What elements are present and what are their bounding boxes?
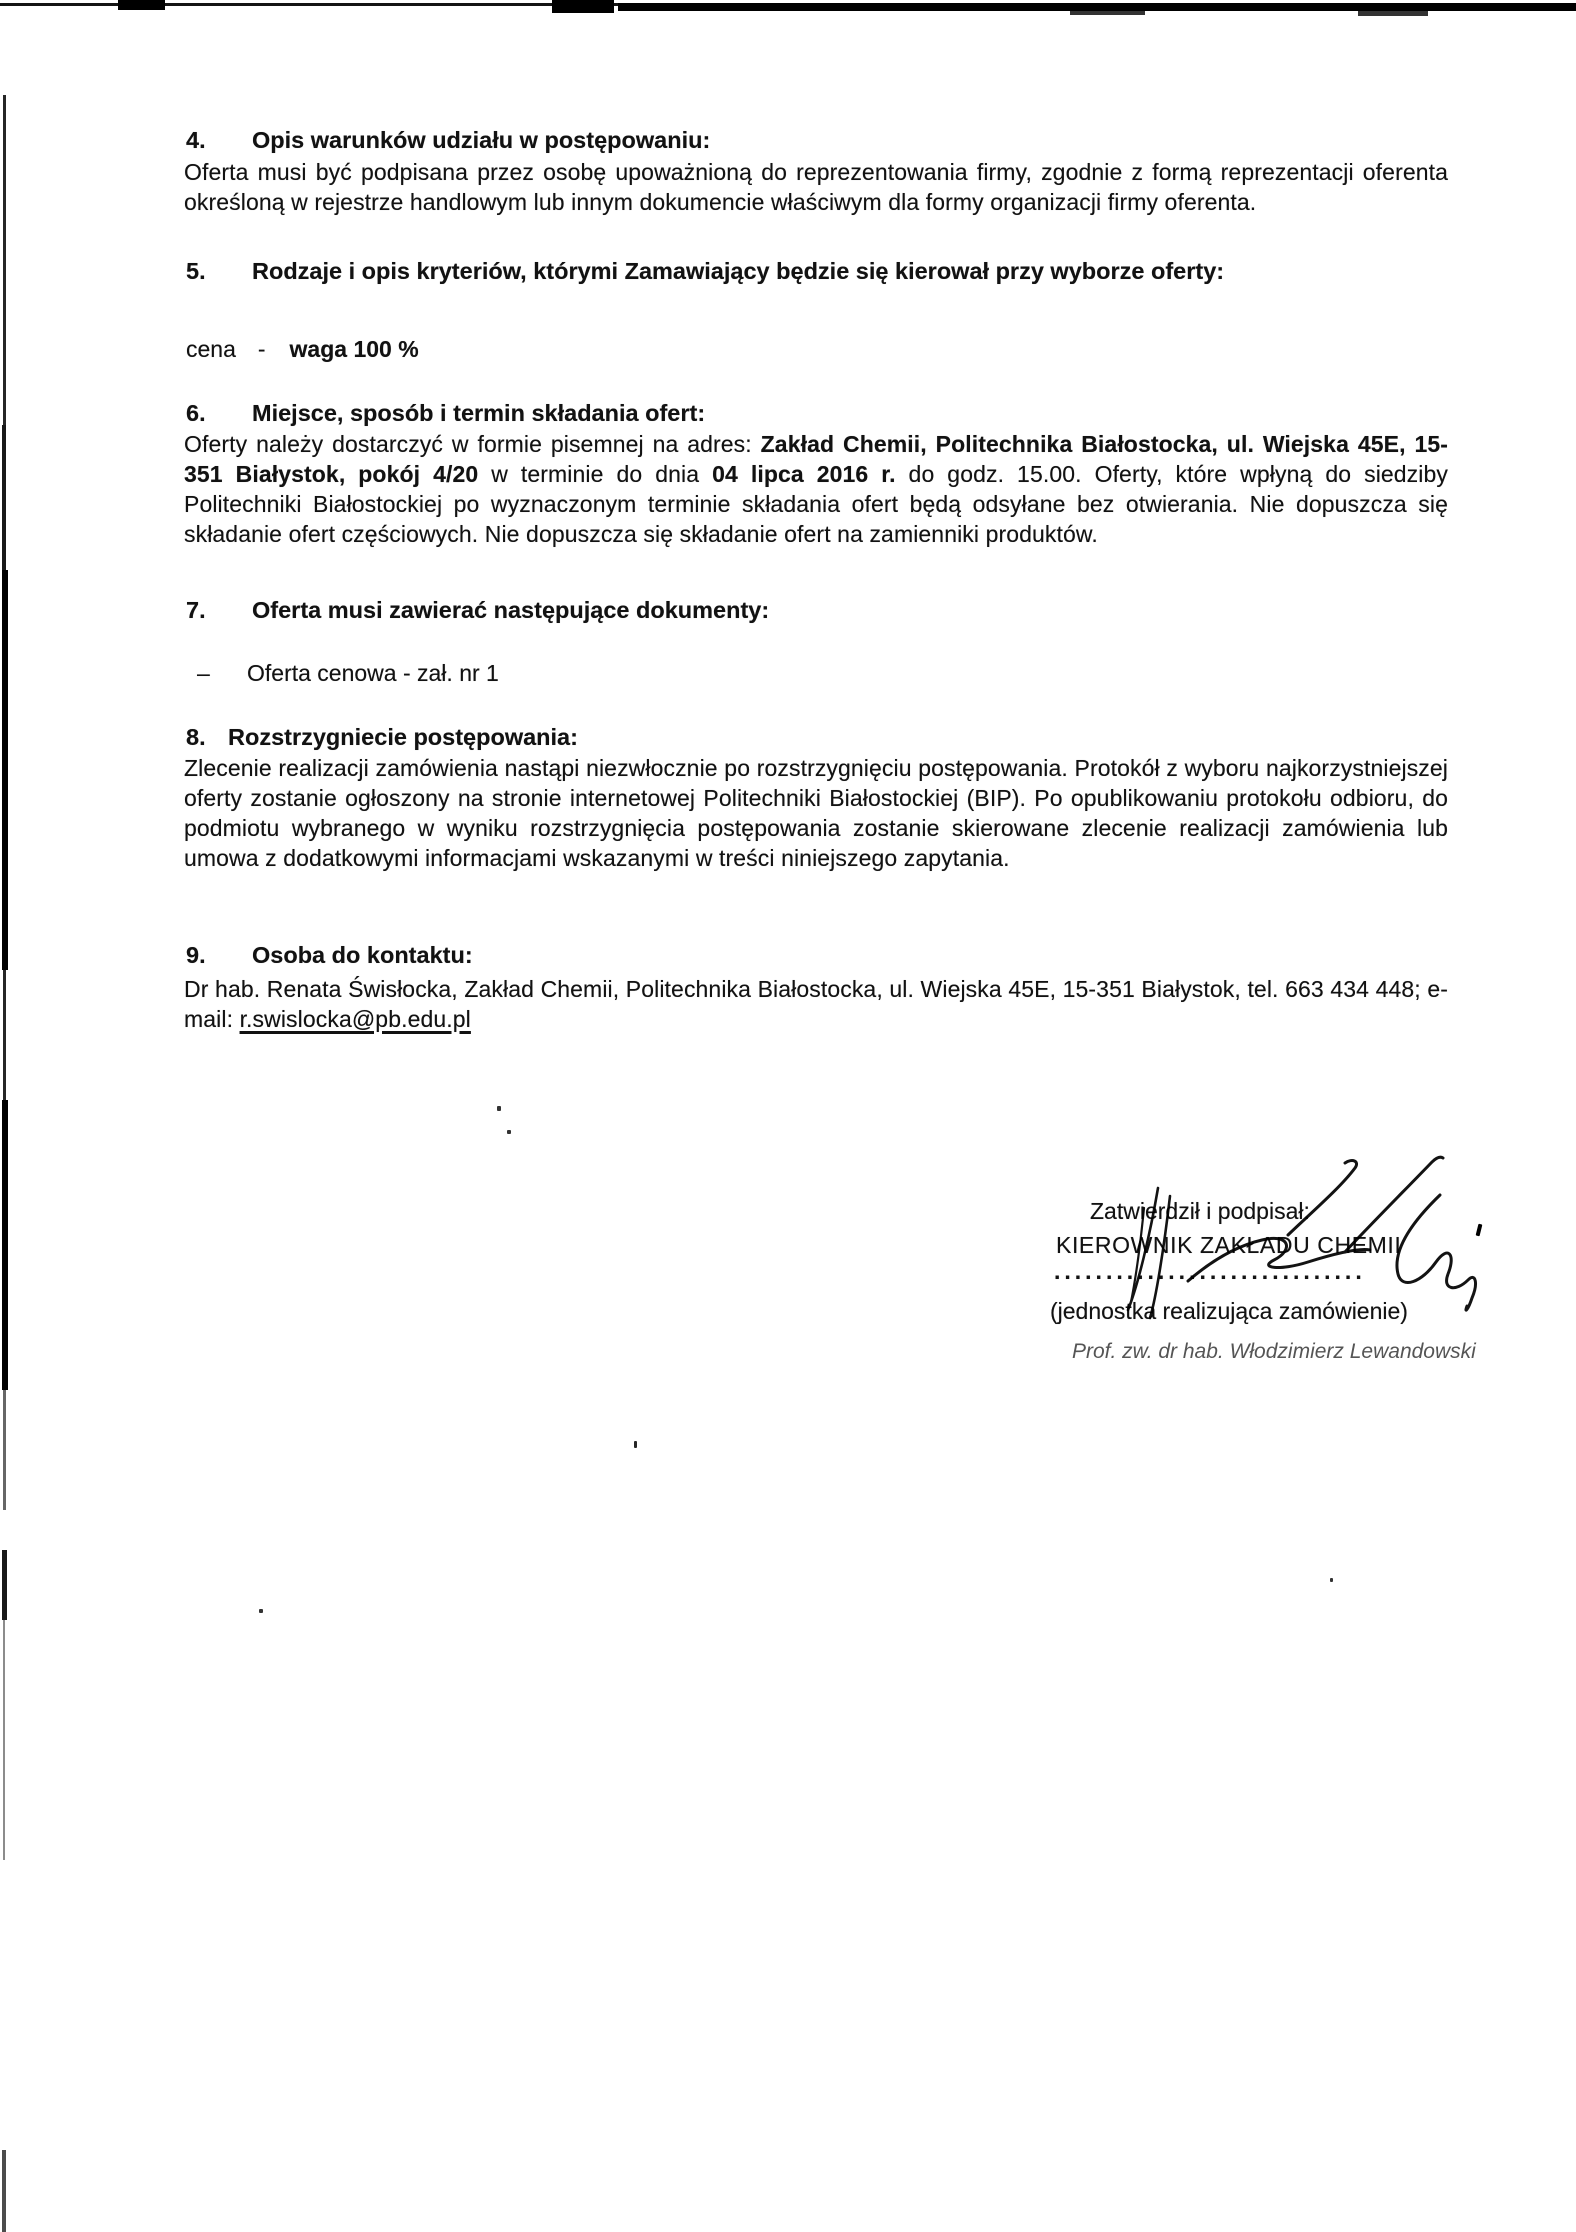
criteria-dash: - <box>257 336 266 362</box>
scan-artifact-left-strip-5 <box>2 1100 8 1390</box>
signature-stroke-slash-1 <box>1288 1161 1357 1235</box>
scan-artifact-top-line <box>0 3 625 6</box>
section-5-number: 5. <box>186 258 206 284</box>
scan-artifact-left-strip-8 <box>3 1620 5 1860</box>
signature-unit-caption: (jednostka realizująca zamówienie) <box>1050 1298 1408 1324</box>
scan-artifact-left-strip-3 <box>2 570 8 970</box>
scan-speck-3 <box>634 1441 637 1448</box>
section-9-title: Osoba do kontaktu: <box>252 942 473 968</box>
section-7-heading <box>186 596 769 624</box>
scan-speck-1 <box>497 1106 501 1111</box>
scan-artifact-left-strip-2 <box>2 425 6 570</box>
section-6-title: Miejsce, sposób i termin składania ofert: <box>252 400 706 426</box>
section-6-number: 6. <box>186 400 206 426</box>
contact-text: Dr hab. Renata Świsłocka, Zakład Chemii, Politechnika Białostocka, ul. Wiejska 45E, 15-351 Białystok, tel. 663 434 448; e-mail: <box>184 976 1448 1032</box>
scan-artifact-left-strip-4 <box>3 970 6 1100</box>
scan-artifact-left-strip-9 <box>2 2150 6 2232</box>
signature-stroke-loop-left <box>1188 1238 1370 1281</box>
scan-artifact-top-band <box>618 3 1576 11</box>
section-9-heading <box>186 941 473 969</box>
signature-approved-line: Zatwierdził i podpisał: <box>1090 1198 1310 1224</box>
section-9-number: 9. <box>186 942 206 968</box>
section-7-title: Oferta musi zawierać następujące dokumenty: <box>252 597 770 623</box>
section-8-title: Rozstrzygniecie postępowania: <box>228 724 578 750</box>
section-6-seg1: Oferty należy dostarczyć w formie pisemnej na adres: <box>184 431 761 457</box>
scan-artifact-top-tick-1 <box>1070 11 1145 15</box>
section-7-number: 7. <box>186 597 206 623</box>
signature-stroke-vertical-3 <box>1131 1208 1144 1302</box>
scan-artifact-left-strip-1 <box>3 95 6 425</box>
signature-stroke-flourish-right <box>1397 1195 1476 1310</box>
section-4-title: Opis warunków udziału w postępowaniu: <box>252 127 711 153</box>
signature-scribble <box>1040 1150 1500 1330</box>
section-4-body: Oferta musi być podpisana przez osobę upoważnioną do reprezentowania firmy, zgodnie z formą reprezentacji oferenta określoną w rejestrze handlowym lub innym dokumencie właściwym dla formy organizacji firmy oferenta. <box>184 159 1448 215</box>
signature-professor-name: Prof. zw. dr hab. Włodzimierz Lewandowski <box>1072 1340 1476 1363</box>
section-8-number: 8. <box>186 724 206 750</box>
section-9-body <box>184 974 1448 1034</box>
section-8-heading <box>186 723 578 751</box>
section-4-heading <box>186 126 710 154</box>
scan-speck-4 <box>1330 1578 1333 1582</box>
scan-artifact-top-tick-2 <box>1358 11 1428 16</box>
list-item-dash: – <box>197 660 210 686</box>
section-6-seg5: do godz. 15.00. Oferty, które wpłyną do siedziby Politechniki Białostockiej po wyznaczonym terminie składania ofert będą odsyłane bez otwierania. Nie dopuszcza się składanie ofert częściowych. Nie dopuszcza się składanie ofert na zamienniki produktów. <box>184 461 1448 547</box>
criteria-value: waga 100 % <box>289 336 419 362</box>
signature-stroke-slash-2 <box>1345 1157 1443 1252</box>
signature-position-line: KIEROWNIK ZAKŁADU CHEMII <box>1056 1232 1402 1258</box>
section-7-list-item <box>197 660 499 687</box>
scan-speck-2 <box>507 1130 511 1134</box>
section-6-address-bold: Zakład Chemii, Politechnika Białostocka, ul. Wiejska 45E, 15-351 Białystok, pokój 4/20 <box>184 431 1448 487</box>
section-5-title: Rodzaje i opis kryteriów, którymi Zamawiający będzie się kierował przy wyborze oferty: <box>252 258 1225 284</box>
list-item-text: Oferta cenowa - zał. nr 1 <box>247 660 499 686</box>
contact-email: r.swislocka@pb.edu.pl <box>239 1006 471 1032</box>
section-6-heading <box>186 399 705 427</box>
criteria-line <box>186 336 419 363</box>
signature-dotted-line: .............................. <box>1054 1258 1366 1284</box>
scan-artifact-top-blob-2 <box>552 0 614 13</box>
section-6-deadline-bold: 04 lipca 2016 r. <box>712 461 896 487</box>
section-6-seg3: w terminie do dnia <box>478 461 713 487</box>
section-5-heading <box>186 257 1224 285</box>
scan-artifact-left-strip-6 <box>3 1390 6 1510</box>
scan-artifact-top-blob-1 <box>118 0 165 10</box>
section-6-body <box>184 429 1448 549</box>
scan-artifact-left-strip-7 <box>2 1550 7 1620</box>
section-8-body: Zlecenie realizacji zamówienia nastąpi niezwłocznie po rozstrzygnięciu postępowania. Protokół z wyboru najkorzystniejszej oferty zostanie ogłoszony na stronie internetowej Politechniki Białostockiej (BIP). Po opublikowaniu protokołu odbioru, do podmiotu wybranego w wyniku rozstrzygnięcia postępowania zostanie skierowane zlecenie realizacji zamówienia lub umowa z dodatkowymi informacjami wskazanymi w treści niniejszego zapytania. <box>184 755 1448 871</box>
section-4-number: 4. <box>186 127 206 153</box>
scan-speck-5 <box>259 1609 263 1613</box>
criteria-name: cena <box>186 336 236 362</box>
